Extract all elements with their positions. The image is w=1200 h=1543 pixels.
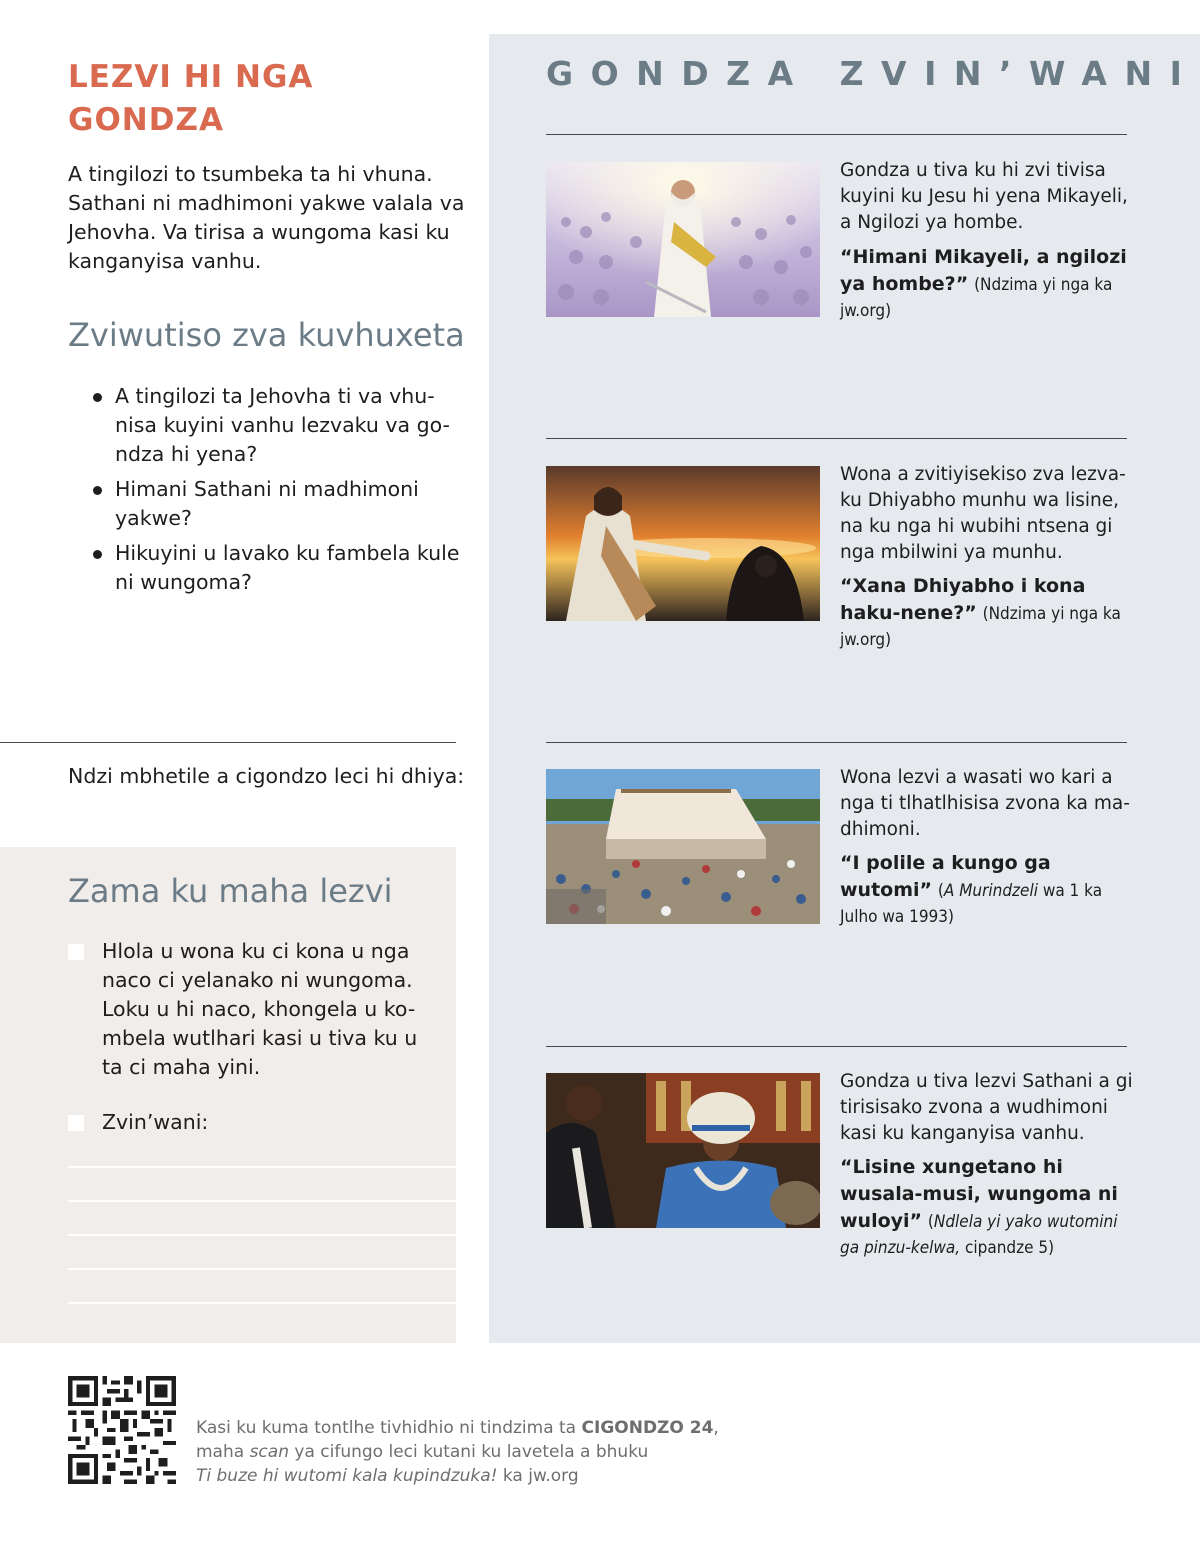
article-source: (A Murindzeli wa 1 ka Julho wa 1993) bbox=[840, 881, 1103, 927]
entry-reference[interactable] bbox=[840, 1154, 1140, 1261]
question-item: A tingilozi ta Jehovha ti va vhu-nisa kuyini vanhu lezvaku va go-ndza hi yena? bbox=[92, 382, 462, 469]
writing-line[interactable] bbox=[68, 1200, 456, 1202]
construction-crowd-image[interactable] bbox=[546, 769, 820, 924]
entry-description: Gondza u tiva ku hi zvi tivisa kuyini ku Jesu hi yena Mikayeli, a Ngilozi ya hombe. bbox=[840, 160, 1128, 233]
question-item: Hikuyini u lavako ku fambela kule ni wungoma? bbox=[92, 539, 462, 597]
writing-line[interactable] bbox=[68, 1302, 456, 1304]
michael-archangel-image[interactable] bbox=[546, 162, 820, 317]
try-item-text: Zvin’wani: bbox=[102, 1110, 209, 1134]
divider bbox=[546, 134, 1127, 135]
try-item bbox=[68, 937, 438, 1082]
reflection-prompt: Ndzi mbhetile a cigondzo leci hi dhiya: bbox=[68, 764, 465, 788]
intro-paragraph: A tingilozi to tsumbeka ta hi vhuna. Sathani ni madhimoni yakwe valala va Jehovha. Va tirisa a wungoma kasi ku kanganyisa vanhu. bbox=[68, 162, 465, 273]
entry-description: Gondza u tiva lezvi Sathani a gi tirisisako zvona a wudhimoni kasi ku kanganyisa vanhu. bbox=[840, 1071, 1133, 1144]
entry-reference[interactable] bbox=[840, 850, 1140, 930]
article-source: (Ndzima yi nga ka jw.org) bbox=[840, 275, 1113, 321]
article-title-link[interactable]: “Xana Dhiyabho i kona haku-nene?” bbox=[840, 575, 1086, 624]
questions-list bbox=[92, 382, 462, 603]
questions-heading: Zviwutiso zva kuvhuxeta bbox=[68, 316, 465, 354]
article-source: (Ndlela yi yako wutomini ga pinzu-kelwa, cipandze 5) bbox=[840, 1212, 1118, 1258]
checkbox[interactable] bbox=[68, 944, 84, 960]
writing-line[interactable] bbox=[68, 1234, 456, 1236]
checkbox[interactable] bbox=[68, 1115, 84, 1131]
footer-note: Kasi ku kuma tontlhe tivhidhio ni tindzima ta CIGONDZO 24, maha scan ya cifungo leci kutani ku lavetela a bhuku Ti buze hi wutomi kala kupindzuka! ka jw.org bbox=[196, 1418, 719, 1486]
learn-more-heading: GONDZA ZVIN’WANI bbox=[546, 54, 1200, 93]
try-this-heading: Zama ku maha lezvi bbox=[68, 872, 393, 910]
try-item-text: Hlola u wona ku ci kona u nga naco ci yelanako ni wungoma. Loku u hi naco, khongela u ko-mbela wutlhari kasi u tiva ku u ta ci maha yini. bbox=[102, 939, 418, 1079]
entry-reference[interactable] bbox=[840, 573, 1140, 653]
article-source: (Ndzima yi nga ka jw.org) bbox=[840, 604, 1121, 650]
divider bbox=[546, 438, 1127, 439]
try-item bbox=[68, 1108, 438, 1137]
page-title-line-2: GONDZA bbox=[68, 102, 224, 138]
entry-reference[interactable] bbox=[840, 244, 1140, 324]
divider bbox=[546, 1046, 1127, 1047]
article-title-link[interactable]: “I polile a kungo ga wutomi” bbox=[840, 852, 1051, 901]
page-title bbox=[68, 56, 448, 142]
divider bbox=[0, 742, 456, 743]
article-title-link[interactable]: “Lisine xungetano hi wusala-musi, wungoma ni wuloyi” bbox=[840, 1156, 1118, 1232]
qr-code-icon[interactable] bbox=[68, 1376, 176, 1484]
writing-line[interactable] bbox=[68, 1268, 456, 1270]
traditional-healer-image[interactable] bbox=[546, 1073, 820, 1228]
divider bbox=[546, 742, 1127, 743]
writing-line[interactable] bbox=[68, 1166, 456, 1168]
entry-description: Wona lezvi a wasati wo kari a nga ti tlhatlhisisa zvona ka ma-dhimoni. bbox=[840, 767, 1130, 840]
question-item: Himani Sathani ni madhimoni yakwe? bbox=[92, 475, 462, 533]
entry-description: Wona a zvitiyisekiso zva lezva-ku Dhiyabho munhu wa lisine, na ku nga hi wubihi ntsena gi nga mbilwini ya munhu. bbox=[840, 464, 1126, 563]
jesus-and-devil-image[interactable] bbox=[546, 466, 820, 621]
article-title-link[interactable]: “Himani Mikayeli, a ngilozi ya hombe?” bbox=[840, 246, 1127, 295]
page-title-line-1: LEZVI HI NGA bbox=[68, 59, 314, 95]
